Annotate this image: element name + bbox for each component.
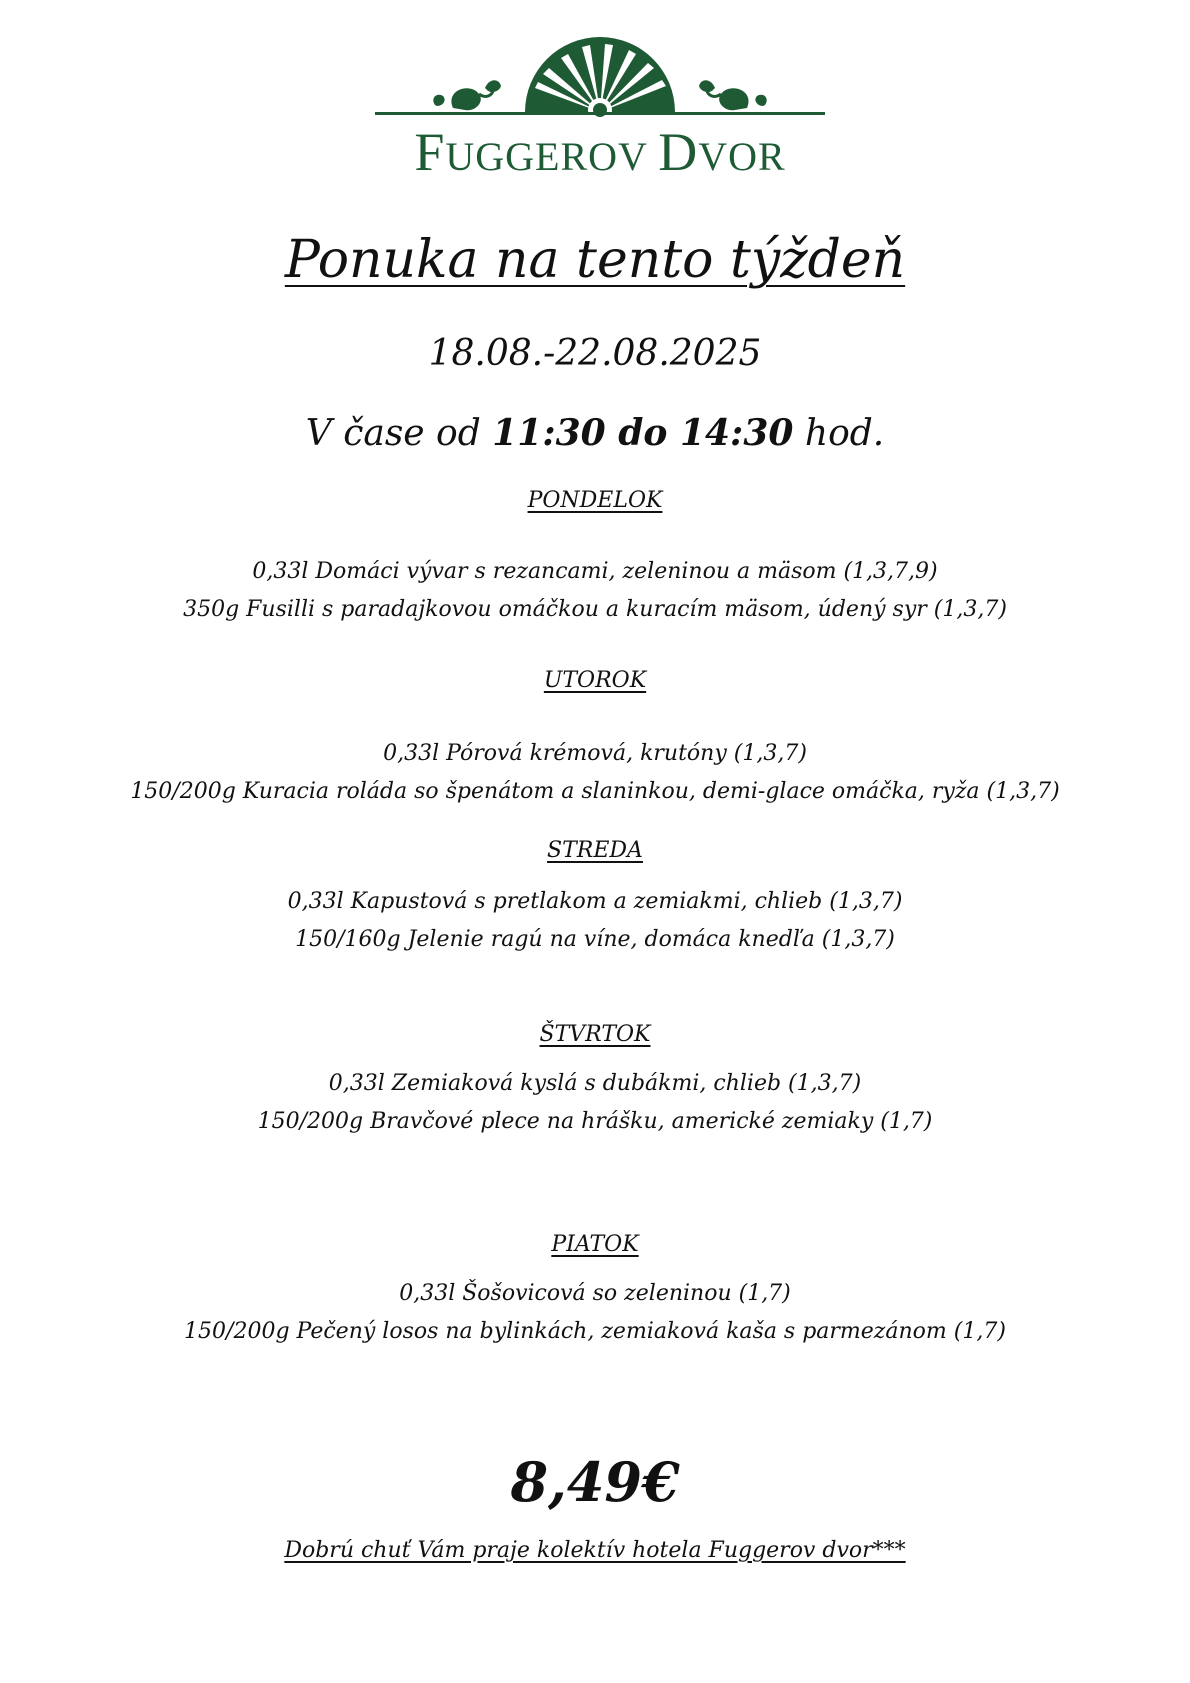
serving-hours: V čase od 11:30 do 14:30 hod.: [305, 412, 885, 454]
day-heading-monday: PONDELOK: [527, 488, 663, 513]
menu-item-monday-main: 350g Fusilli s paradajkovou omáčkou a kuracím mäsom, údený syr (1,3,7): [183, 597, 1007, 622]
menu-item-thursday-main: 150/200g Bravčové plece na hrášku, americké zemiaky (1,7): [257, 1109, 933, 1134]
menu-item-friday-soup: 0,33l Šošovicová so zeleninou (1,7): [399, 1281, 791, 1306]
menu-item-wednesday-soup: 0,33l Kapustová s pretlakom a zemiakmi, chlieb (1,3,7): [287, 889, 903, 914]
menu-item-tuesday-soup: 0,33l Pórová krémová, krutóny (1,3,7): [383, 741, 807, 766]
closing-note: Dobrú chuť Vám praje kolektív hotela Fuggerov dvor***: [284, 1538, 906, 1563]
logo-wordmark: FUGGEROV DVOR: [414, 122, 786, 182]
hotel-logo: [375, 30, 825, 185]
date-range: 18.08.-22.08.2025: [428, 333, 762, 374]
fan-emblem-icon: [375, 30, 825, 130]
menu-item-thursday-soup: 0,33l Zemiaková kyslá s dubákmi, chlieb (1,3,7): [328, 1071, 862, 1096]
page-title: Ponuka na tento týždeň: [284, 230, 906, 290]
day-heading-tuesday: UTOROK: [543, 668, 647, 693]
day-heading-friday: PIATOK: [551, 1232, 639, 1257]
menu-item-tuesday-main: 150/200g Kuracia roláda so špenátom a slaninkou, demi-glace omáčka, ryža (1,3,7): [130, 779, 1060, 804]
day-heading-thursday: ŠTVRTOK: [539, 1022, 651, 1047]
menu-item-wednesday-main: 150/160g Jelenie ragú na víne, domáca knedľa (1,3,7): [295, 927, 895, 952]
menu-item-friday-main: 150/200g Pečený losos na bylinkách, zemiaková kaša s parmezánom (1,7): [184, 1319, 1006, 1344]
menu-item-monday-soup: 0,33l Domáci vývar s rezancami, zeleninou a mäsom (1,3,7,9): [252, 559, 938, 584]
menu-price: 8,49€: [510, 1450, 680, 1514]
day-heading-wednesday: STREDA: [547, 838, 643, 863]
